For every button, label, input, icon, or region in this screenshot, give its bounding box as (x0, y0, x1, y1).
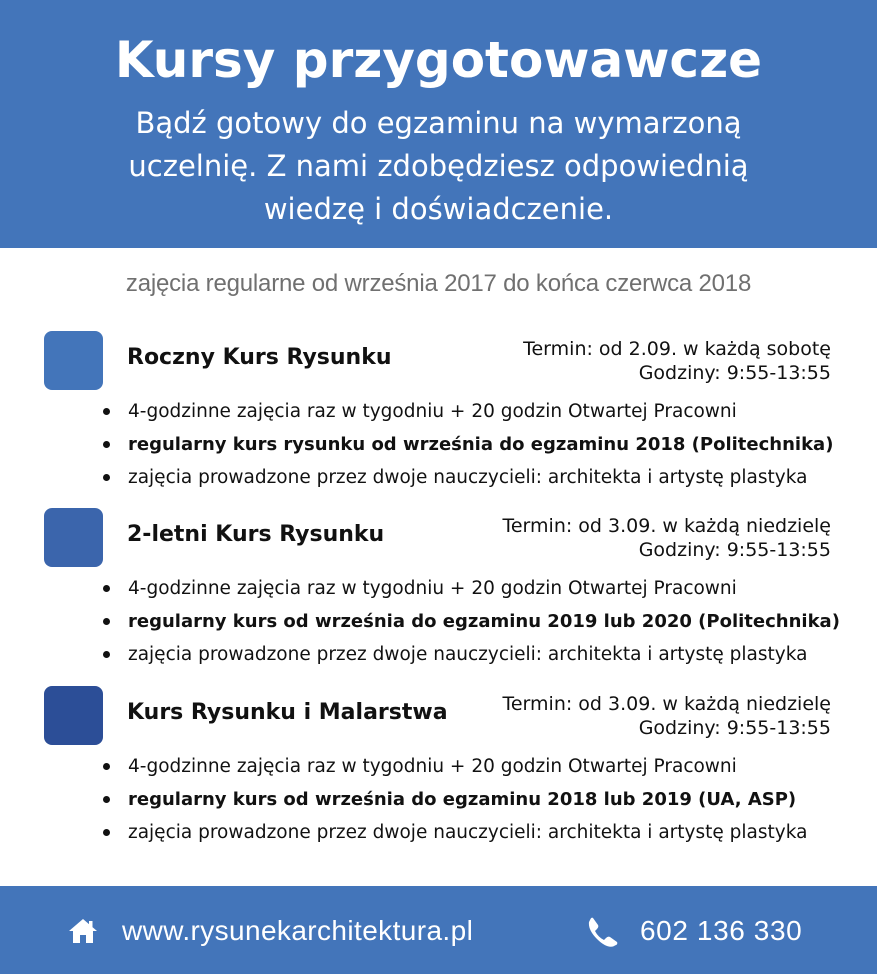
course-term: Termin: od 2.09. w każdą sobotę (523, 338, 831, 360)
footer-banner (0, 886, 877, 974)
website-link[interactable]: www.rysunekarchitektura.pl (122, 915, 474, 946)
list-item: 4-godzinne zajęcia raz w tygodniu + 20 godzin Otwartej Pracowni (103, 750, 807, 783)
course-rysunku-malarstwa (0, 686, 877, 856)
course-title: Roczny Kurs Rysunku (127, 345, 392, 370)
course-color-square (44, 508, 103, 567)
course-hours: Godziny: 9:55-13:55 (638, 539, 831, 561)
list-item: zajęcia prowadzone przez dwoje nauczycieli: architekta i artystę plastyka (103, 638, 840, 671)
course-bullets (103, 395, 833, 494)
list-item: zajęcia prowadzone przez dwoje nauczycieli: architekta i artystę plastyka (103, 461, 833, 494)
phone-icon (586, 917, 618, 947)
course-bullets (103, 750, 807, 849)
subtitle-line: wiedzę i doświadczenie. (263, 192, 614, 226)
phone-link[interactable]: 602 136 330 (640, 915, 803, 946)
subtitle-line: uczelnię. Z nami zdobędziesz odpowiednią (128, 149, 749, 183)
course-schedule (502, 692, 831, 740)
course-term: Termin: od 3.09. w każdą niedzielę (502, 515, 831, 537)
course-roczny (0, 331, 877, 501)
page-title: Kursy przygotowawcze (114, 31, 763, 89)
period-text: zajęcia regularne od września 2017 do końca czerwca 2018 (125, 270, 752, 297)
list-item: 4-godzinne zajęcia raz w tygodniu + 20 godzin Otwartej Pracowni (103, 572, 840, 605)
home-icon (68, 918, 98, 944)
list-item: regularny kurs od września do egzaminu 2018 lub 2019 (UA, ASP) (103, 783, 807, 816)
header-banner (0, 0, 877, 248)
course-title: 2-letni Kurs Rysunku (127, 522, 385, 547)
course-title: Kurs Rysunku i Malarstwa (127, 700, 448, 725)
course-hours: Godziny: 9:55-13:55 (638, 717, 831, 739)
course-schedule (502, 514, 831, 562)
list-item: 4-godzinne zajęcia raz w tygodniu + 20 godzin Otwartej Pracowni (103, 395, 833, 428)
subtitle (70, 102, 807, 231)
list-item: zajęcia prowadzone przez dwoje nauczycieli: architekta i artystę plastyka (103, 816, 807, 849)
course-term: Termin: od 3.09. w każdą niedzielę (502, 693, 831, 715)
subtitle-line: Bądź gotowy do egzaminu na wymarzoną (135, 106, 742, 140)
list-item: regularny kurs od września do egzaminu 2019 lub 2020 (Politechnika) (103, 605, 840, 638)
course-color-square (44, 686, 103, 745)
course-2-letni (0, 508, 877, 678)
list-item: regularny kurs rysunku od września do egzaminu 2018 (Politechnika) (103, 428, 833, 461)
course-hours: Godziny: 9:55-13:55 (638, 362, 831, 384)
course-bullets (103, 572, 840, 671)
course-color-square (44, 331, 103, 390)
course-schedule (523, 337, 831, 385)
